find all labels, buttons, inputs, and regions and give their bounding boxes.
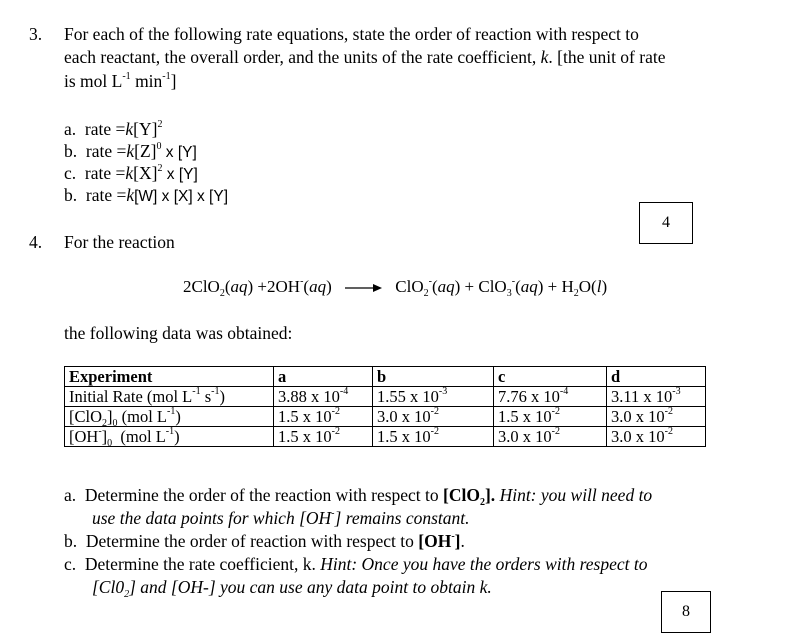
cell-mantissa: 3.0 x 10 (611, 407, 665, 426)
item-k: k (126, 185, 135, 205)
q3-line3-exp2: -1 (162, 71, 171, 82)
q3-line3-post: ] (170, 71, 177, 91)
table-cell (494, 387, 607, 407)
q3-line3-exp1: -1 (122, 71, 131, 82)
part-text: Determine the rate coefficient, k. (84, 554, 316, 574)
cell-mantissa: 3.0 x 10 (498, 427, 552, 446)
table-cell (274, 427, 373, 447)
cell-exp: -3 (672, 386, 681, 397)
item-tail: x [Y] (161, 144, 197, 161)
part-c-line2-end: ] and [OH-] you can use any data point to obtain k. (129, 577, 492, 597)
header-c: c (494, 367, 607, 387)
part-b-species: [OH-] (418, 531, 461, 551)
item-rest: [Y] (133, 119, 158, 139)
part-text: Determine the order of reaction with respect to (85, 531, 419, 551)
part-label: b. (64, 531, 78, 551)
table-cell (373, 427, 494, 447)
cell-mantissa: 7.76 x 10 (498, 387, 560, 406)
item-k: k (125, 163, 134, 183)
row-label-oh: $[OH^-]_0$ (mol $L^{-1}$) (65, 427, 274, 447)
item-tail: x [Y] (162, 166, 198, 183)
part-c-line2-text: [Cl0 (92, 577, 125, 597)
q4-intro: For the reaction (64, 232, 175, 252)
item-sup: 2 (157, 163, 163, 174)
q3-line3-pre: is mol L (64, 71, 123, 91)
q3-item-b (64, 141, 197, 162)
cell-mantissa: 1.55 x 10 (377, 387, 439, 406)
cell-exp: -4 (339, 386, 349, 397)
q4-number: 4. (29, 232, 43, 252)
item-sup: 2 (157, 119, 163, 130)
cell-mantissa: 3.11 x 10 (611, 387, 673, 406)
table-row-initial-rate (65, 387, 706, 407)
table-header-row (65, 367, 706, 387)
table-cell (373, 387, 494, 407)
part-a-line2-end: ] remains constant. (334, 508, 470, 528)
q3-item-a (64, 119, 162, 140)
q3-line3-mid: min (130, 71, 163, 91)
part-hint: Hint: Once you have the orders with respect to (315, 554, 648, 574)
part-label: a. (64, 485, 77, 505)
table-cell (607, 427, 706, 447)
cell-mantissa: 1.5 x 10 (278, 407, 332, 426)
table-cell (373, 407, 494, 427)
cell-mantissa: 3.88 x 10 (278, 387, 340, 406)
part-text: Determine the order of the reaction with respect to (84, 485, 444, 505)
q4-part-a (64, 485, 652, 506)
item-label: c. (64, 163, 77, 183)
rate-label-text: Initial Rate (mol L (69, 387, 193, 406)
cell-mantissa: 1.5 x 10 (498, 407, 552, 426)
table-cell (494, 427, 607, 447)
data-table (64, 366, 706, 447)
item-label: b. (64, 141, 78, 161)
cell-exp: -2 (664, 426, 673, 437)
cell-exp: -2 (331, 406, 340, 417)
item-rest: [Z] (134, 141, 157, 161)
cell-mantissa: 1.5 x 10 (278, 427, 332, 446)
row-label-clo2: $[ClO_2]_0$ (mol $L^{-1}$) (65, 407, 274, 427)
q4-part-c-line2: $[Cl0_2]$ and [OH-] you can use any data point to obtain k. (92, 577, 492, 600)
cell-exp: -2 (331, 426, 340, 437)
header-a: a (274, 367, 373, 387)
q3-line2 (64, 47, 665, 68)
reaction-arrow-icon (345, 283, 383, 293)
q4-marks-box: 8 (661, 591, 711, 633)
table-cell (607, 407, 706, 427)
item-pre: rate = (84, 163, 126, 183)
q3-line2-post: . [the unit of rate (548, 47, 666, 67)
table-row-clo2 (65, 407, 706, 427)
table-cell (494, 407, 607, 427)
cell-exp: -2 (551, 426, 560, 437)
item-pre: rate = (84, 119, 126, 139)
q3-line2-pre: each reactant, the overall order, and the units of the rate coefficient, (64, 47, 541, 67)
cell-exp: -2 (430, 426, 439, 437)
row-label-initial-rate: Initial Rate (mol $L^{-1}$ $s^{-1}$) (65, 387, 274, 407)
table-cell (607, 387, 706, 407)
q4-data-intro: the following data was obtained: (64, 323, 293, 343)
cell-mantissa: 3.0 x 10 (611, 427, 665, 446)
cell-exp: -2 (551, 406, 560, 417)
item-rest: [W] x [X] x [Y] (134, 188, 228, 205)
item-pre: rate = (85, 141, 127, 161)
cell-exp: -3 (438, 386, 448, 397)
item-k: k (125, 119, 134, 139)
header-experiment: Experiment (65, 367, 274, 387)
item-k: k (126, 141, 135, 161)
q3-line1: For each of the following rate equations, state the order of reaction with respect to (64, 24, 639, 44)
q3-number: 3. (29, 24, 43, 44)
cell-exp: -2 (664, 406, 673, 417)
part-a-line2-text: use the data points for which [OH (92, 508, 332, 528)
item-label: b. (64, 185, 78, 205)
item-label: a. (64, 119, 77, 139)
table-cell (274, 387, 373, 407)
table-cell (274, 407, 373, 427)
q3-line2-k: k (540, 47, 549, 67)
table-row-oh (65, 427, 706, 447)
item-rest: [X] (133, 163, 158, 183)
q3-marks-box: 4 (639, 202, 693, 244)
reaction-equation: 2ClO$_2$(aq) +2OH-(aq) $ClO_2^-(aq) + ClO_3^-(aq) + H_2O(l)$ (183, 276, 608, 299)
cell-exp: -2 (430, 406, 439, 417)
cell-mantissa: 1.5 x 10 (377, 427, 431, 446)
q4-part-b: b. Determine the order of reaction with respect to [OH-]. (64, 531, 465, 551)
q4-part-c (64, 554, 647, 575)
part-a-species: [ClO$_2$]. (443, 485, 496, 508)
part-hint: Hint: you will need to (495, 485, 653, 505)
item-pre: rate = (85, 185, 127, 205)
header-d: d (607, 367, 706, 387)
q3-item-d (64, 185, 228, 206)
cell-exp: -4 (559, 386, 569, 397)
item-sup: 0 (156, 141, 162, 152)
part-label: c. (64, 554, 77, 574)
q3-item-c (64, 163, 198, 184)
q3-line3 (64, 71, 176, 92)
q4-part-a-line2: use the data points for which [OH-] remains constant. (92, 508, 470, 528)
header-b: b (373, 367, 494, 387)
cell-mantissa: 3.0 x 10 (377, 407, 431, 426)
